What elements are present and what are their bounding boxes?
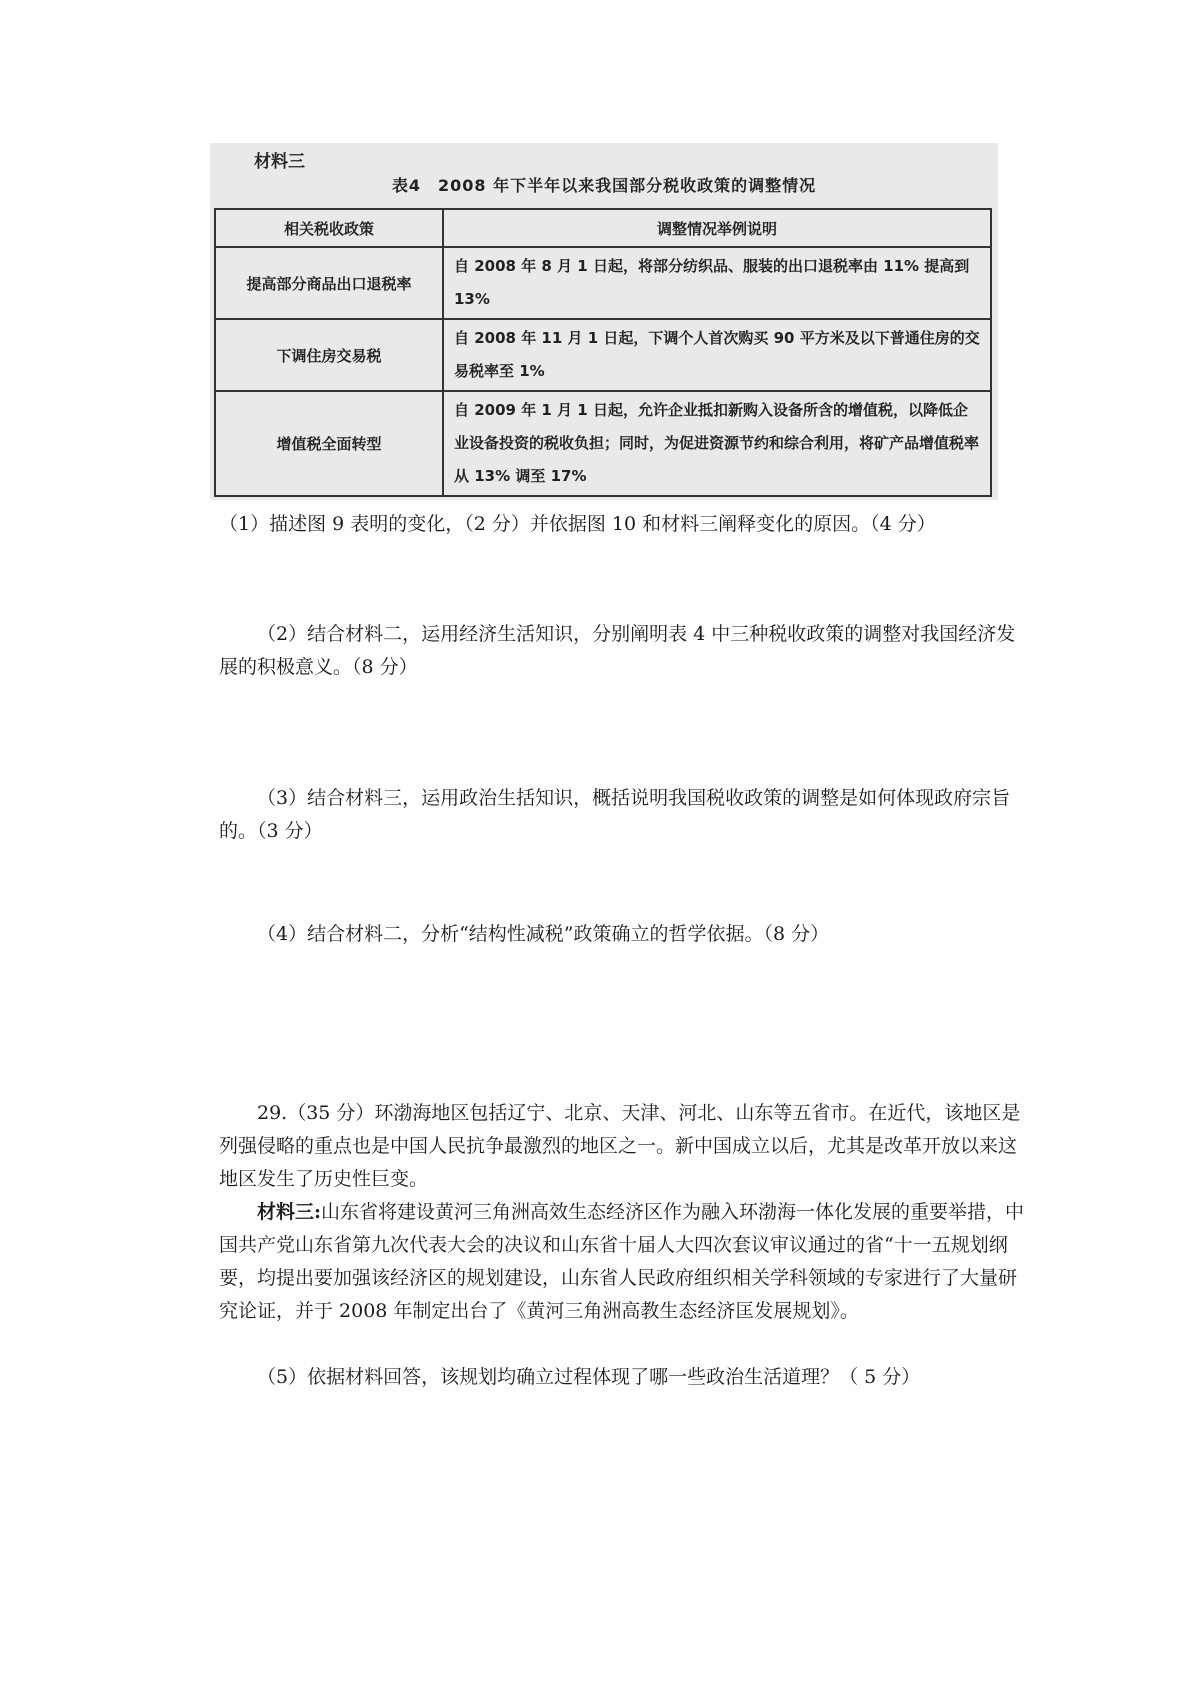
tax-policy-table: [214, 208, 992, 497]
question-4: （4）结合材料二，分析“结构性减税”政策确立的哲学依据。（8 分）: [257, 923, 830, 945]
question-29-intro: 29.（35 分）环渤海地区包括辽宁、北京、天津、河北、山东等五省市。在近代，该地区是列强侵略的重点也是中国人民抗争最激烈的地区之一。新中国成立以后，尤其是改革开放以来这地区发生了历史性巨变。: [219, 1102, 1021, 1190]
header-detail: 调整情况举例说明: [443, 209, 991, 247]
table-header-row: [215, 209, 991, 247]
table-row: [215, 391, 991, 496]
detail-cell: 自 2009 年 1 月 1 日起，允许企业抵扣新购入设备所含的增值税，以降低企业设备投资的税收负担；同时，为促进资源节约和综合利用，将矿产品增值税率从 13% 调至 17%: [443, 391, 991, 496]
question-3: （3）结合材料三，运用政治生括知识，概括说明我国税收政策的调整是如何体现政府宗旨的。（3 分）: [219, 787, 1011, 842]
table-caption: 表4 2008 年下半年以来我国部分税收政策的调整情况: [391, 176, 817, 195]
header-policy: 相关税收政策: [215, 209, 443, 247]
question-5: （5）依据材料回答，该规划均确立过程体现了哪一些政治生活道理？（ 5 分）: [257, 1366, 921, 1388]
material-three-paragraph: [219, 1196, 1031, 1328]
table-row: [215, 319, 991, 391]
table-row: [215, 247, 991, 319]
question-2: （2）结合材料二，运用经济生活知识，分别阐明表 4 中三种税收政策的调整对我国经济发展的积极意义。（8 分）: [219, 623, 1016, 678]
question-1: （1）描述图 9 表明的变化，（2 分）并依据图 10 和材料三阐释变化的原因。（4 分）: [219, 513, 936, 535]
policy-cell: 下调住房交易税: [215, 319, 443, 391]
policy-cell: 提高部分商品出口退税率: [215, 247, 443, 319]
policy-cell: 增值税全面转型: [215, 391, 443, 496]
material-three-label: 材料三:: [257, 1201, 322, 1223]
detail-cell: 自 2008 年 8 月 1 日起，将部分纺织品、服装的出口退税率由 11% 提高到 13%: [443, 247, 991, 319]
scanned-table-image: [210, 143, 998, 500]
material-three-text: 山东省将建设黄河三角洲高效生态经济区作为融入环渤海一体化发展的重要举措，中国共产党山东省第九次代表大会的决议和山东省十届人大四次套议审议通过的省“十一五规划纲要，均提出要加强该经济区的规划建设，山东省人民政府组织相关学科领域的专家进行了大量研究论证，并于 2008 年制定出台了《黄河三角洲高教生态经济匡发展规划》。: [219, 1201, 1025, 1322]
detail-cell: 自 2008 年 11 月 1 日起，下调个人首次购买 90 平方米及以下普通住房的交易税率至 1%: [443, 319, 991, 391]
material-label: 材料三: [254, 152, 305, 172]
